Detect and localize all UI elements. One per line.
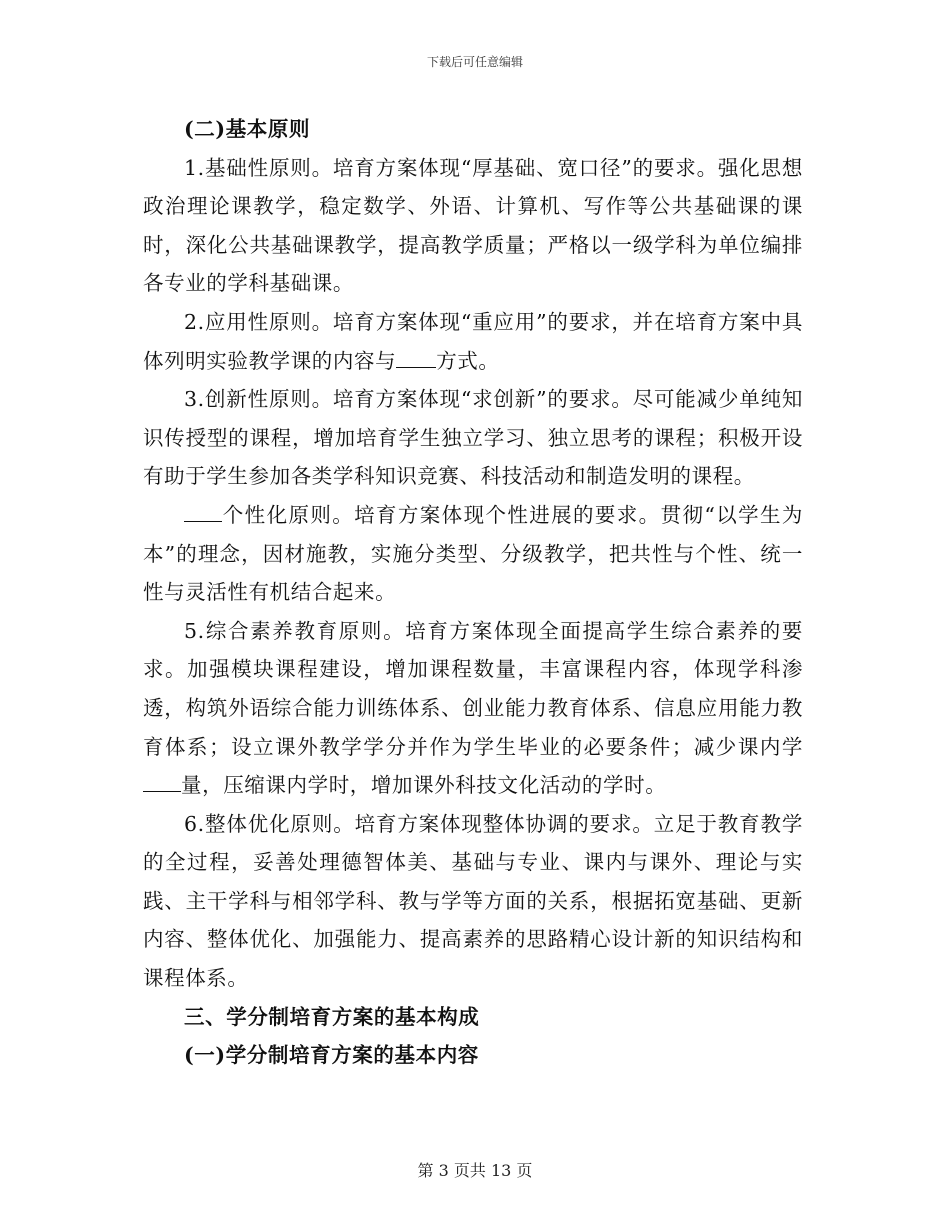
fill-blank bbox=[184, 499, 222, 522]
fill-blank bbox=[143, 769, 181, 792]
paragraph-comprehensive-quality-principle bbox=[143, 612, 803, 805]
paragraph-text: 5.综合素养教育原则。培育方案体现全面提高学生综合素养的要求。加强模块课程建设，增加课程数量，丰富课程内容，体现学科渗透，构筑外语综合能力训练体系、创业能力教育体系、信息应用能力教育体系；设立课外教学学分并作为学生毕业的必要条件；减少课内学 bbox=[143, 618, 803, 759]
paragraph-text: 量，压缩课内学时，增加课外科技文化活动的学时。 bbox=[181, 773, 667, 798]
document-body bbox=[143, 110, 803, 1075]
section-heading-composition: 三、学分制培育方案的基本构成 bbox=[184, 1004, 480, 1029]
paragraph-innovation-principle: 3.创新性原则。培育方案体现“求创新”的要求。尽可能减少单纯知识传授型的课程，增加培育学生独立学习、独立思考的课程；积极开设有助于学生参加各类学科知识竞赛、科技活动和制造发明的课程。 bbox=[143, 387, 803, 489]
page-header: 下载后可任意编辑 bbox=[426, 55, 523, 69]
subsection-heading-basic-content: (一)学分制培育方案的基本内容 bbox=[184, 1043, 479, 1068]
paragraph-text: 2.应用性原则。培育方案体现“重应用”的要求，并在培育方案中具体列明实验教学课的内容与 bbox=[143, 309, 803, 373]
fill-blank bbox=[396, 345, 436, 368]
paragraph-foundation-principle: 1.基础性原则。培育方案体现“厚基础、宽口径”的要求。强化思想政治理论课教学，稳定数学、外语、计算机、写作等公共基础课的课时，深化公共基础课教学，提高教学质量；严格以一级学科为单位编排各专业的学科基础课。 bbox=[143, 155, 803, 296]
page-footer: 第 3 页共 13 页 bbox=[417, 1161, 533, 1180]
paragraph-text: 方式。 bbox=[436, 348, 500, 373]
paragraph-text: 个性化原则。培育方案体现个性进展的要求。贯彻“以学生为本”的理念，因材施教，实施分类型、分级教学，把共性与个性、统一性与灵活性有机结合起来。 bbox=[143, 502, 803, 605]
paragraph-application-principle bbox=[143, 303, 803, 380]
paragraph-personalization-principle bbox=[143, 496, 803, 612]
section-heading-basic-principles: (二)基本原则 bbox=[184, 117, 311, 141]
paragraph-overall-optimization-principle: 6.整体优化原则。培育方案体现整体协调的要求。立足于教育教学的全过程，妥善处理德智体美、基础与专业、课内与课外、理论与实践、主干学科与相邻学科、教与学等方面的关系，根据拓宽基础、更新内容、整体优化、加强能力、提高素养的思路精心设计新的知识结构和课程体系。 bbox=[143, 811, 803, 991]
